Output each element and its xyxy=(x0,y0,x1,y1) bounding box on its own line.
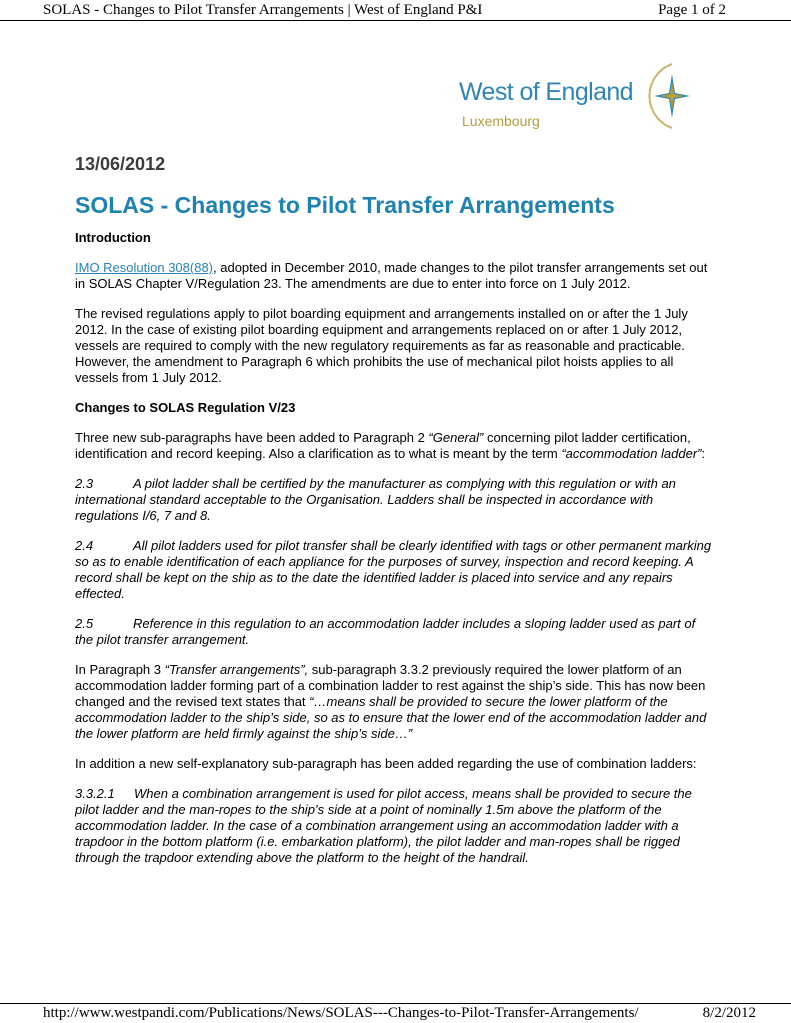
clause-2-5 xyxy=(75,616,715,648)
clause-3-3-2-1 xyxy=(75,786,715,866)
clause-number: 3.3.2.1 xyxy=(75,786,115,801)
intro-paragraph-1 xyxy=(75,260,715,292)
changes-text-c: : xyxy=(701,446,706,461)
clause-text: All pilot ladders used for pilot transfer shall be clearly identified with tags or other permanent marking so as to enable identification of each appliance for the purposes of survey, inspection and record keeping. A record shall be kept on the ship as to the date the identified ladder is placed into service and any repairs effected. xyxy=(75,538,712,601)
para3-text-a: In Paragraph 3 xyxy=(75,662,165,677)
clause-number: 2.3 xyxy=(75,476,94,491)
intro-paragraph-1-text: , adopted in December 2010, made changes to the pilot transfer arrangements set out in SOLAS Chapter V/Regulation 23. The amendments are due to enter into force on 1 July 2012. xyxy=(75,260,708,291)
west-of-england-logo[interactable] xyxy=(452,60,697,132)
clause-number: 2.4 xyxy=(75,538,94,553)
para3-text-b: sub-paragraph 3.3.2 previously required the lower platform of an accommodation ladder forming part of a combination ladder to rest against the ship’s side. This has now been changed and the revised text states that xyxy=(75,662,706,709)
print-header xyxy=(0,0,791,22)
print-footer-url: http://www.westpandi.com/Publications/News/SOLAS---Changes-to-Pilot-Transfer-Arrangements/ xyxy=(43,1005,639,1021)
section-heading-changes: Changes to SOLAS Regulation V/23 xyxy=(75,400,296,415)
imo-resolution-link[interactable]: IMO Resolution 308(88) xyxy=(75,260,214,275)
compass-star-icon xyxy=(638,60,694,132)
logo-name: West of England xyxy=(459,78,633,106)
clause-2-3 xyxy=(75,476,715,524)
section-heading-introduction: Introduction xyxy=(75,230,151,245)
clause-number: 2.5 xyxy=(75,616,94,631)
print-header-title: SOLAS - Changes to Pilot Transfer Arrangements | West of England P&I xyxy=(43,2,483,18)
print-footer-date: 8/2/2012 xyxy=(702,1005,756,1021)
print-footer xyxy=(0,1003,791,1023)
clause-text: Reference in this regulation to an accommodation ladder includes a sloping ladder used as part of the pilot transfer arrangement. xyxy=(75,616,696,647)
changes-term-general: “General” xyxy=(428,430,484,445)
intro-paragraph-2: The revised regulations apply to pilot boarding equipment and arrangements installed on or after the 1 July 2012. In the case of existing pilot boarding equipment and arrangements replaced on or after 1 July 2012, vessels are required to comply with the new regulatory requirements as far as reasonable and practicable. However, the amendment to Paragraph 6 which prohibits the use of mechanical pilot hoists applies to all vessels from 1 July 2012. xyxy=(75,306,688,385)
clause-2-4 xyxy=(75,538,715,602)
print-header-rule xyxy=(0,20,791,21)
clause-text: When a combination arrangement is used for pilot access, means shall be provided to secure the pilot ladder and the man-ropes to the ship’s side at a point of nominally 1.5m above the platform of the accommodation ladder. In the case of a combination arrangement using an accommodation ladder with a trapdoor in the bottom platform (i.e. embarkation platform), the pilot ladder and man-ropes shall be rigged through the trapdoor extending above the platform to the height of the handrail. xyxy=(75,786,692,865)
logo-subtitle: Luxembourg xyxy=(462,113,540,129)
article-date: 13/06/2012 xyxy=(75,154,166,174)
changes-text-b: concerning pilot ladder certification, identification and record keeping. Also a clarification as to what is meant by the term xyxy=(75,430,691,461)
article xyxy=(75,152,715,866)
paragraph-3-changes xyxy=(75,662,715,742)
changes-term-accommodation-ladder: “accommodation ladder” xyxy=(561,446,702,461)
addition-paragraph: In addition a new self-explanatory sub-paragraph has been added regarding the use of combination ladders: xyxy=(75,756,697,771)
changes-text-a: Three new sub-paragraphs have been added to Paragraph 2 xyxy=(75,430,429,445)
changes-paragraph-1 xyxy=(75,430,715,462)
article-title: SOLAS - Changes to Pilot Transfer Arrangements xyxy=(75,192,615,218)
print-header-page-number: Page 1 of 2 xyxy=(658,2,726,18)
para3-term-transfer: “Transfer arrangements”, xyxy=(164,662,309,677)
clause-text: A pilot ladder shall be certified by the manufacturer as complying with this regulation or with an international standard acceptable to the Organisation. Ladders shall be inspected in accordance with regulations I/6, 7 and 8. xyxy=(75,476,676,523)
para3-quote: “…means shall be provided to secure the lower platform of the accommodation ladder to the ship’s side, so as to ensure that the lower end of the accommodation ladder and the lower platform are held firmly against the ship’s side…” xyxy=(75,694,707,741)
